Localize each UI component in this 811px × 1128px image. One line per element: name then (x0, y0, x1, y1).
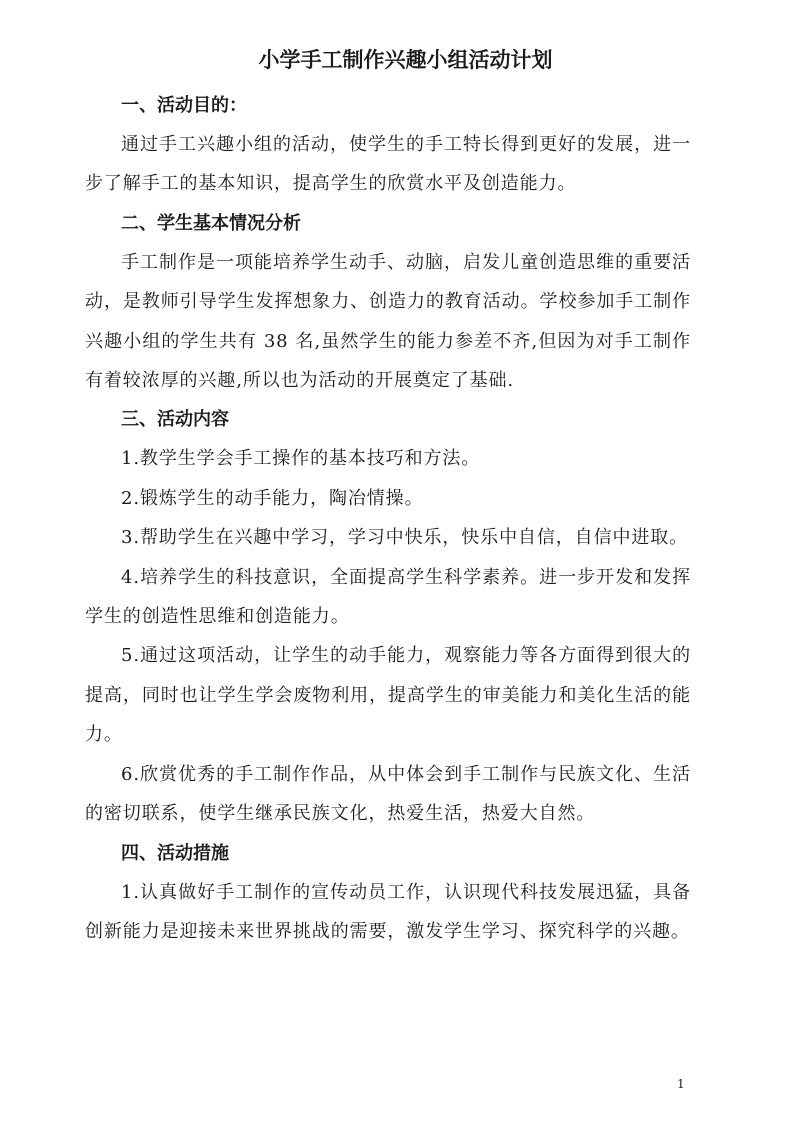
list-item: 4.培养学生的科技意识，全面提高学生科学素养。进一步开发和发挥学生的创造性思维和创造能力。 (85, 566, 691, 628)
list-item: 6.欣赏优秀的手工制作作品，从中体会到手工制作与民族文化、生活的密切联系，使学生继承民族文化，热爱生活，热爱大自然。 (85, 763, 691, 825)
section-student-analysis (85, 204, 691, 401)
section-purpose (85, 86, 691, 204)
section-activity-content (85, 400, 691, 833)
list-item: 1.认真做好手工制作的宣传动员工作，认识现代科技发展迅猛，具备创新能力是迎接未来世界挑战的需要，激发学生学习、探究科学的兴趣。 (85, 881, 691, 942)
section-heading: 一、活动目的： (121, 95, 247, 116)
paragraph: 手工制作是一项能培养学生动手、动脑，启发儿童创造思维的重要活动，是教师引导学生发挥想象力、创造力的教育活动。学校参加手工制作兴趣小组的学生共有 38 名,虽然学生的能力参差不齐,但因为对手工制作有着较浓厚的兴趣,所以也为活动的开展奠定了基础. (85, 251, 691, 392)
section-heading: 二、学生基本情况分析 (121, 212, 301, 234)
paragraph: 通过手工兴趣小组的活动，使学生的手工特长得到更好的发展，进一步了解手工的基本知识，提高学生的欣赏水平及创造能力。 (85, 134, 691, 195)
page-number: 1 (677, 1077, 685, 1091)
section-activity-measures (85, 834, 691, 952)
section-heading: 三、活动内容 (121, 409, 229, 431)
document-title: 小学手工制作兴趣小组活动计划 (258, 48, 553, 72)
list-item: 2.锻炼学生的动手能力，陶冶情操。 (121, 487, 424, 509)
list-item: 5.通过这项活动，让学生的动手能力，观察能力等各方面得到很大的提高，同时也让学生学会废物利用，提高学生的审美能力和美化生活的能力。 (85, 645, 691, 746)
section-heading: 四、活动措施 (121, 842, 229, 864)
list-item: 3.帮助学生在兴趣中学习，学习中快乐，快乐中自信，自信中进取。 (121, 527, 689, 549)
list-item: 1.教学生学会手工操作的基本技巧和方法。 (121, 448, 481, 470)
document-body (85, 86, 691, 951)
